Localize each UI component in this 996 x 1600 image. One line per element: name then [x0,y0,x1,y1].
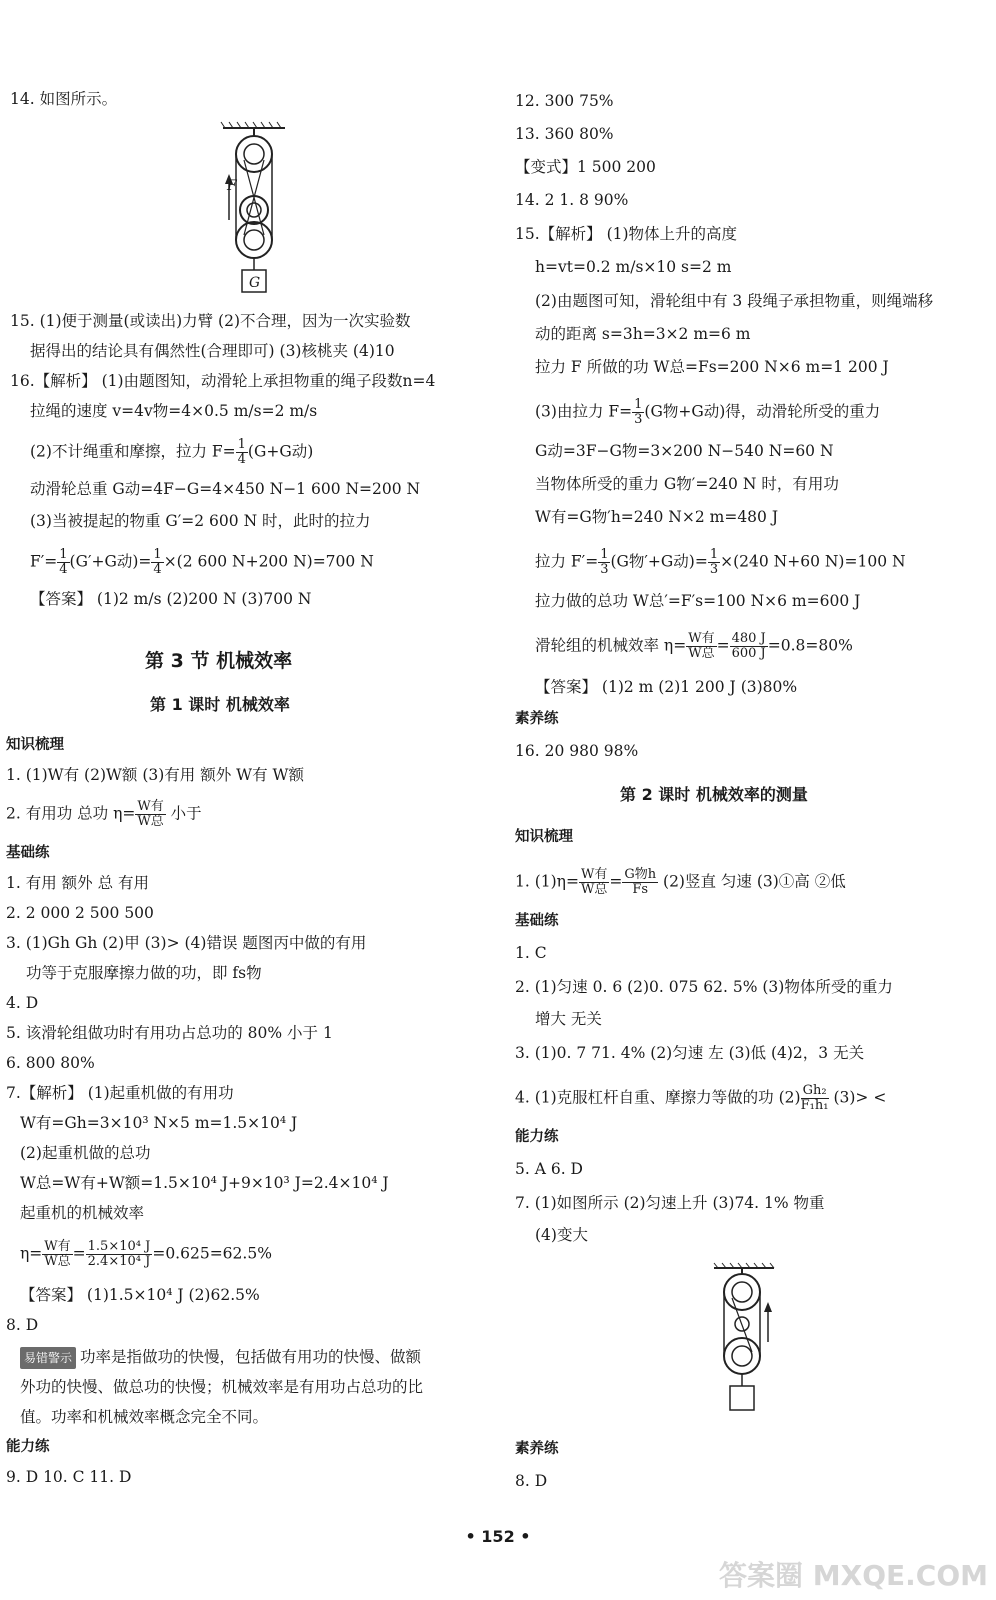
rs-8: 8. D [515,1472,548,1490]
q7-answer: 【答案】 (1)1.5×10⁴ J (2)62.5% [20,1286,260,1304]
r15-line-5: 拉力 F 所做的功 W总=Fs=200 N×6 m=1 200 J [535,358,889,376]
r12: 12. 300 75% [515,92,614,110]
heading-ability: 能力练 [6,1439,50,1455]
r15-line-8: 当物体所受的重力 G物′=240 N 时，有用功 [535,475,839,493]
q7-line-5: 起重机的机械效率 [20,1204,145,1222]
q7-line-3: (2)起重机做的总功 [20,1144,151,1162]
heading-basic-2: 基础练 [515,913,559,929]
r13: 13. 360 80% [515,125,614,143]
q16-line-5: (3)当被提起的物重 G′=2 600 N 时，此时的拉力 [30,512,371,530]
warning-line-1: 易错警示 功率是指做功的快慢，包括做有用功的快慢、做额 [20,1346,421,1369]
q16-line-4: 动滑轮总重 G动=4F−G=4×450 N−1 600 N=200 N [30,480,421,498]
r15-line-7: G动=3F−G物=3×200 N−540 N=60 N [535,442,834,460]
r14: 14. 2 1. 8 90% [515,191,629,209]
r15-line-1: 15.【解析】 (1)物体上升的高度 [515,225,738,243]
rn-56: 5. A 6. D [515,1160,583,1178]
warning-line-3: 值。功率和机械效率概念完全不同。 [20,1408,269,1426]
heading-knowledge: 知识梳理 [6,737,64,753]
r15-line-12: 滑轮组的机械效率 η= $\frac{\text{W有}}{\text{W总}}$ = $\frac{480 J}{600 J}$ =0.8=80% [535,631,853,661]
r15-line-10: 拉力 F′= $\frac{1}{3}$ (G物′+G动)= $\frac{1}{3}$ ×(240 N+60 N)=100 N [535,547,906,577]
pulley-figure-2 [710,1262,780,1422]
fig-label-g: G [249,275,261,291]
heading-literacy: 素养练 [515,711,559,727]
rj-2b: 增大 无关 [535,1010,602,1028]
rj-1: 1. C [515,944,547,962]
q7-line-6: η= $\frac{\text{W有}}{\text{W总}}$ = $\frac{\text{1.5×10⁴ J}}{\text{2.4×10⁴ J}}$ =0.625=62.5% [20,1239,272,1269]
q16-line-1: 16.【解析】 (1)由题图知，动滑轮上承担物重的绳子段数n=4 [10,372,436,390]
q7-line-1: 7.【解析】 (1)起重机做的有用功 [6,1084,234,1102]
r15-line-11: 拉力做的总功 W总′=F′s=100 N×6 m=600 J [535,592,861,610]
jc-3a: 3. (1)Gh Gh (2)甲 (3)> (4)错误 题图丙中做的有用 [6,934,367,952]
q16-line-2: 拉绳的速度 v=4v物=4×0.5 m/s=2 m/s [30,402,318,420]
section-title: 第 3 节 机械效率 [145,650,293,672]
r15-line-9: W有=G物′h=240 N×2 m=480 J [535,508,779,526]
lesson-2-title: 第 2 课时 机械效率的测量 [620,785,808,804]
r15-line-3: (2)由题图可知，滑轮组中有 3 段绳子承担物重，则绳端移 [535,292,934,310]
q16-line-3: (2)不计绳重和摩擦，拉力 F= $\frac{1}{4}$ (G+G动) [30,437,314,467]
page-number: • 152 • [465,1527,531,1546]
r15-line-6: (3)由拉力 F= $\frac{1}{3}$ (G物+G动)得，动滑轮所受的重力 [535,397,881,427]
heading-ability-2: 能力练 [515,1129,559,1145]
fig-label-f: F [227,178,237,194]
heading-literacy-2: 素养练 [515,1441,559,1457]
jc-5: 5. 该滑轮组做功时有用功占总功的 80% 小于 1 [6,1024,333,1042]
q7-line-4: W总=W有+W额=1.5×10⁴ J+9×10³ J=2.4×10⁴ J [20,1174,389,1192]
heading-knowledge-2: 知识梳理 [515,829,573,845]
q8: 8. D [6,1316,39,1334]
zs-2: 2. 有用功 总功 η= $\frac{\text{W有}}{\text{W总}}$ 小于 [6,799,202,829]
jc-1: 1. 有用 额外 总 有用 [6,874,149,892]
q15-line-2: 据得出的结论具有偶然性(合理即可) (3)核桃夹 (4)10 [30,342,395,360]
lesson-1-title: 第 1 课时 机械效率 [150,695,290,714]
nl-answers: 9. D 10. C 11. D [6,1468,132,1486]
r16: 16. 20 980 98% [515,742,639,760]
r15-answer: 【答案】 (1)2 m (2)1 200 J (3)80% [535,678,798,696]
jc-4: 4. D [6,994,39,1012]
rj-2a: 2. (1)匀速 0. 6 (2)0. 075 62. 5% (3)物体所受的重力 [515,978,893,996]
rz-1: 1. (1)η= $\frac{\text{W有}}{\text{W总}}$ = $\frac{\text{G物h}}{Fs}$ (2)竖直 匀速 (3)①高 ②低 [515,867,846,897]
warning-badge: 易错警示 [20,1347,76,1369]
q15-line-1: 15. (1)便于测量(或读出)力臂 (2)不合理，因为一次实验数 [10,312,411,330]
q16-answer: 【答案】 (1)2 m/s (2)200 N (3)700 N [30,590,312,608]
jc-3b: 功等于克服摩擦力做的功，即 fs物 [26,964,262,982]
watermark-logo: 答案圈 MXQE.COM [719,1559,988,1592]
r15-line-2: h=vt=0.2 m/s×10 s=2 m [535,258,732,276]
q14-text: 14. 如图所示。 [10,90,118,108]
r-variant: 【变式】1 500 200 [515,158,656,176]
q7-line-2: W有=Gh=3×10³ N×5 m=1.5×10⁴ J [20,1114,298,1132]
rn-7a: 7. (1)如图所示 (2)匀速上升 (3)74. 1% 物重 [515,1194,825,1212]
q16-line-6: F′= $\frac{1}{4}$ (G′+G动)= $\frac{1}{4}$ ×(2 600 N+200 N)=700 N [30,547,374,577]
jc-2: 2. 2 000 2 500 500 [6,904,154,922]
zs-1: 1. (1)W有 (2)W额 (3)有用 额外 W有 W额 [6,766,304,784]
rj-4: 4. (1)克服杠杆自重、摩擦力等做的功 (2) $\frac{\text{Gh₂}}{\text{F₁h₁}}$ (3)> < [515,1083,887,1113]
jc-6: 6. 800 80% [6,1054,95,1072]
rj-3: 3. (1)0. 7 71. 4% (2)匀速 左 (3)低 (4)2，3 无关 [515,1044,865,1062]
rn-7b: (4)变大 [535,1226,588,1244]
heading-basic: 基础练 [6,845,50,861]
warning-line-2: 外功的快慢、做总功的快慢；机械效率是有用功占总功的比 [20,1378,424,1396]
r15-line-4: 动的距离 s=3h=3×2 m=6 m [535,325,751,343]
